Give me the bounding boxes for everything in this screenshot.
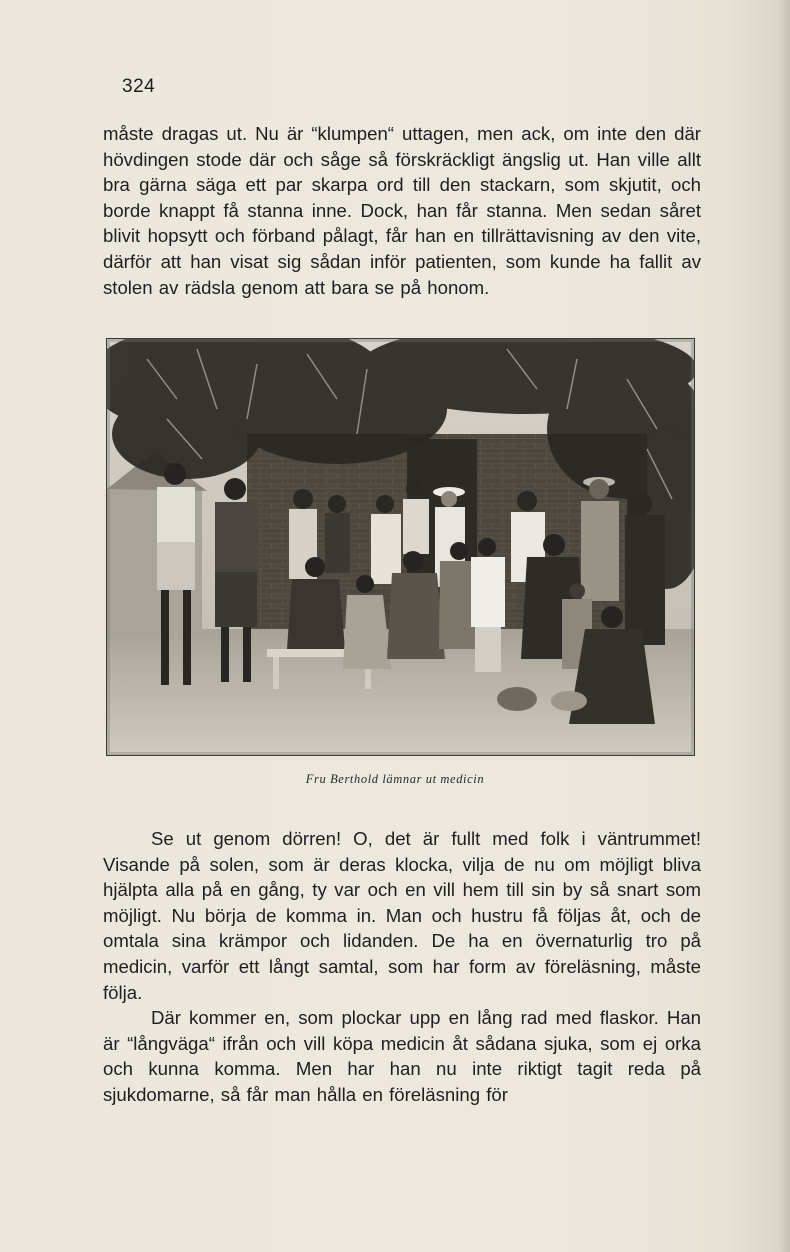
- bottom-paragraph-1: Se ut genom dörren! O, det är fullt med folk i väntrummet! Visande på solen, som är deras klocka, vilja de nu om möjligt bliva hjälpta alla på en gång, ty var och en vill hem till sin by så snart som möjligt. Nu börja de komma in. Man och hustru få följas åt, och de omtala sina krämpor och lidanden. De ha en övernaturlig tro på medicin, varför ett långt samtal, som har form av föreläsning, måste följa.: [103, 828, 701, 1003]
- group-photograph: [106, 338, 695, 756]
- bottom-paragraph-2: Där kommer en, som plockar upp en lång rad med flaskor. Han är “långväga“ ifrån och vill köpa medicin åt sådana sjuka, som ej orka och kunna komma. Men har han nu inte riktigt tagit reda på sjukdomarne, så får man hålla en föreläsning för: [103, 1007, 701, 1105]
- page-edge-shadow: [778, 0, 790, 1252]
- bottom-text-block: [103, 826, 701, 1108]
- top-text-block: [103, 121, 701, 300]
- figure-caption: Fru Berthold lämnar ut medicin: [305, 772, 485, 786]
- photograph-illustration: [107, 339, 694, 755]
- page-number: 324: [122, 76, 156, 97]
- top-paragraph: måste dragas ut. Nu är “klumpen“ uttagen, men ack, om inte den där hövdingen stode där och såge så förskräckligt ängslig ut. Han ville allt bra gärna säga ett par skarpa ord till den stackarn, som skjutit, och borde knappt få stanna inne. Dock, han får stanna. Men sedan såret blivit hopsytt och förband pålagt, får han en tillrättavisning av den vite, därför att han visat sig sådan inför patienten, som kunde ha fallit av stolen av rädsla genom att bara se på honom.: [103, 123, 701, 298]
